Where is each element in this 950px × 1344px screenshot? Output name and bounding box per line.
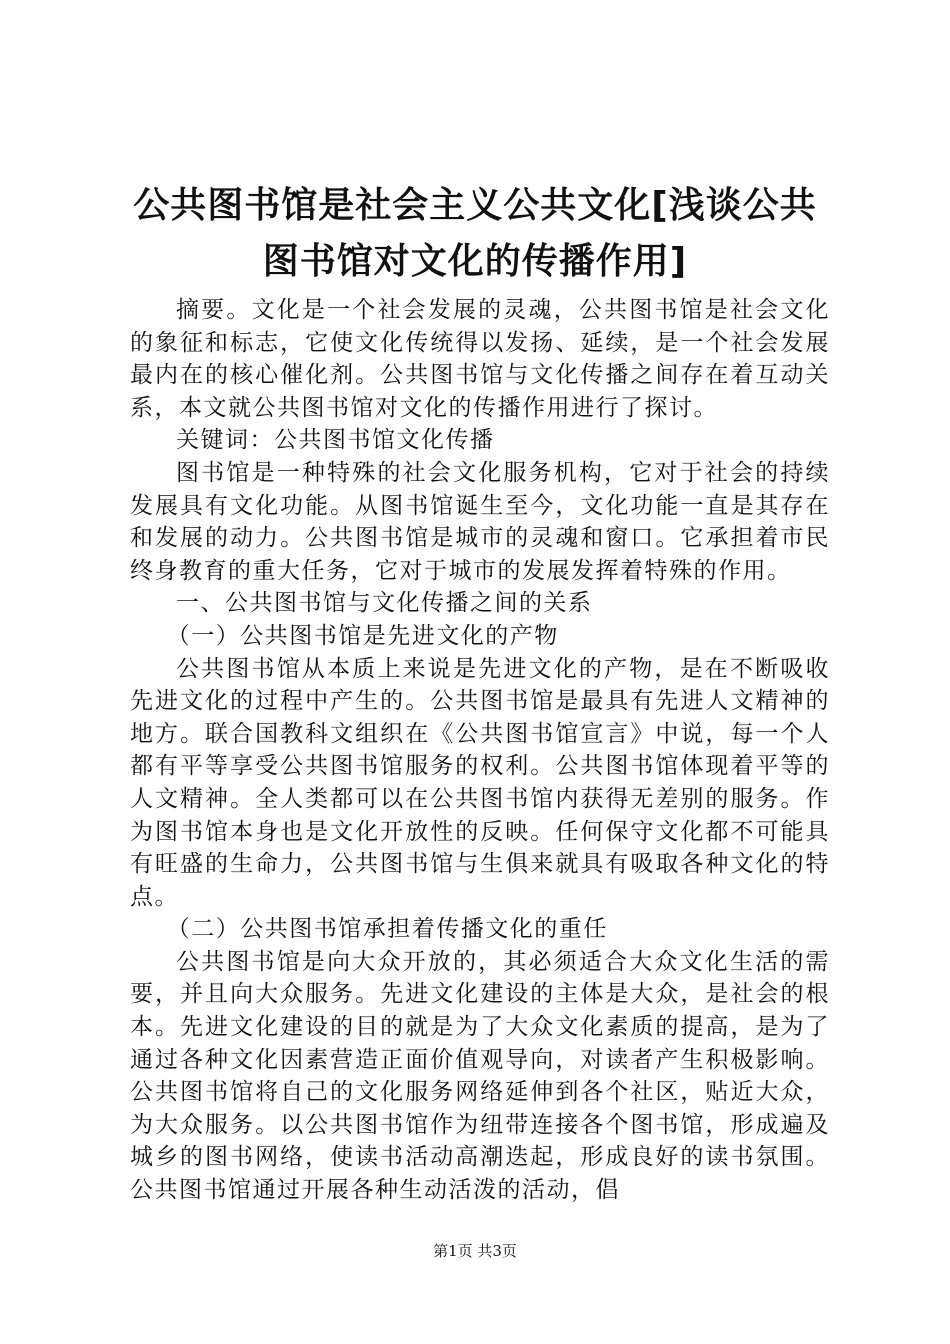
body-paragraph-2: 公共图书馆是向大众开放的，其必须适合大众文化生活的需要，并且向大众服务。先进文化建设的主体是大众，是社会的根本。先进文化建设的目的就是为了大众文化素质的提高，是为了通过各种文化因素营造正面价值观导向，对读者产生积极影响。公共图书馆将自己的文化服务网络延伸到各个社区，贴近大众，为大众服务。以公共图书馆作为纽带连接各个图书馆，形成遍及城乡的图书网络，使读书活动高潮迭起，形成良好的读书氛围。公共图书馆通过开展各种生动活泼的活动，倡 — [130, 948, 830, 1204]
document-title: 公共图书馆是社会主义公共文化[浅谈公共图书馆对文化的传播作用] — [133, 185, 817, 282]
intro-paragraph: 图书馆是一种特殊的社会文化服务机构，它对于社会的持续发展具有文化功能。从图书馆诞生至今，文化功能一直是其存在和发展的动力。公共图书馆是城市的灵魂和窗口。它承担着市民终身教育的重大任务，它对于城市的发展发挥着特殊的作用。 — [130, 459, 830, 584]
section-heading-1: 一、公共图书馆与文化传播之间的关系 — [176, 590, 593, 617]
subsection-heading-2: （二）公共图书馆承担着传播文化的重任 — [166, 916, 608, 943]
abstract-paragraph: 摘要。文化是一个社会发展的灵魂，公共图书馆是社会文化的象征和标志，它使文化传统得以发扬、延续，是一个社会发展最内在的核心催化剂。公共图书馆与文化传播之间存在着互动关系，本文就公共图书馆对文化的传播作用进行了探讨。 — [130, 297, 830, 421]
page-number-footer: 第1页 共3页 — [433, 1242, 517, 1260]
keywords-line: 关键词：公共图书馆文化传播 — [176, 427, 495, 454]
body-paragraph-1: 公共图书馆从本质上来说是先进文化的产物，是在不断吸收先进文化的过程中产生的。公共图书馆是最具有先进人文精神的地方。联合国教科文组织在《公共图书馆宣言》中说，每一个人都有平等享受公共图书馆服务的权利。公共图书馆体现着平等的人文精神。全人类都可以在公共图书馆内获得无差别的服务。作为图书馆本身也是文化开放性的反映。任何保守文化都不可能具有旺盛的生命力，公共图书馆与生俱来就具有吸取各种文化的特点。 — [130, 655, 830, 910]
subsection-heading-1: （一）公共图书馆是先进文化的产物 — [166, 622, 559, 649]
document-body — [130, 294, 830, 1207]
